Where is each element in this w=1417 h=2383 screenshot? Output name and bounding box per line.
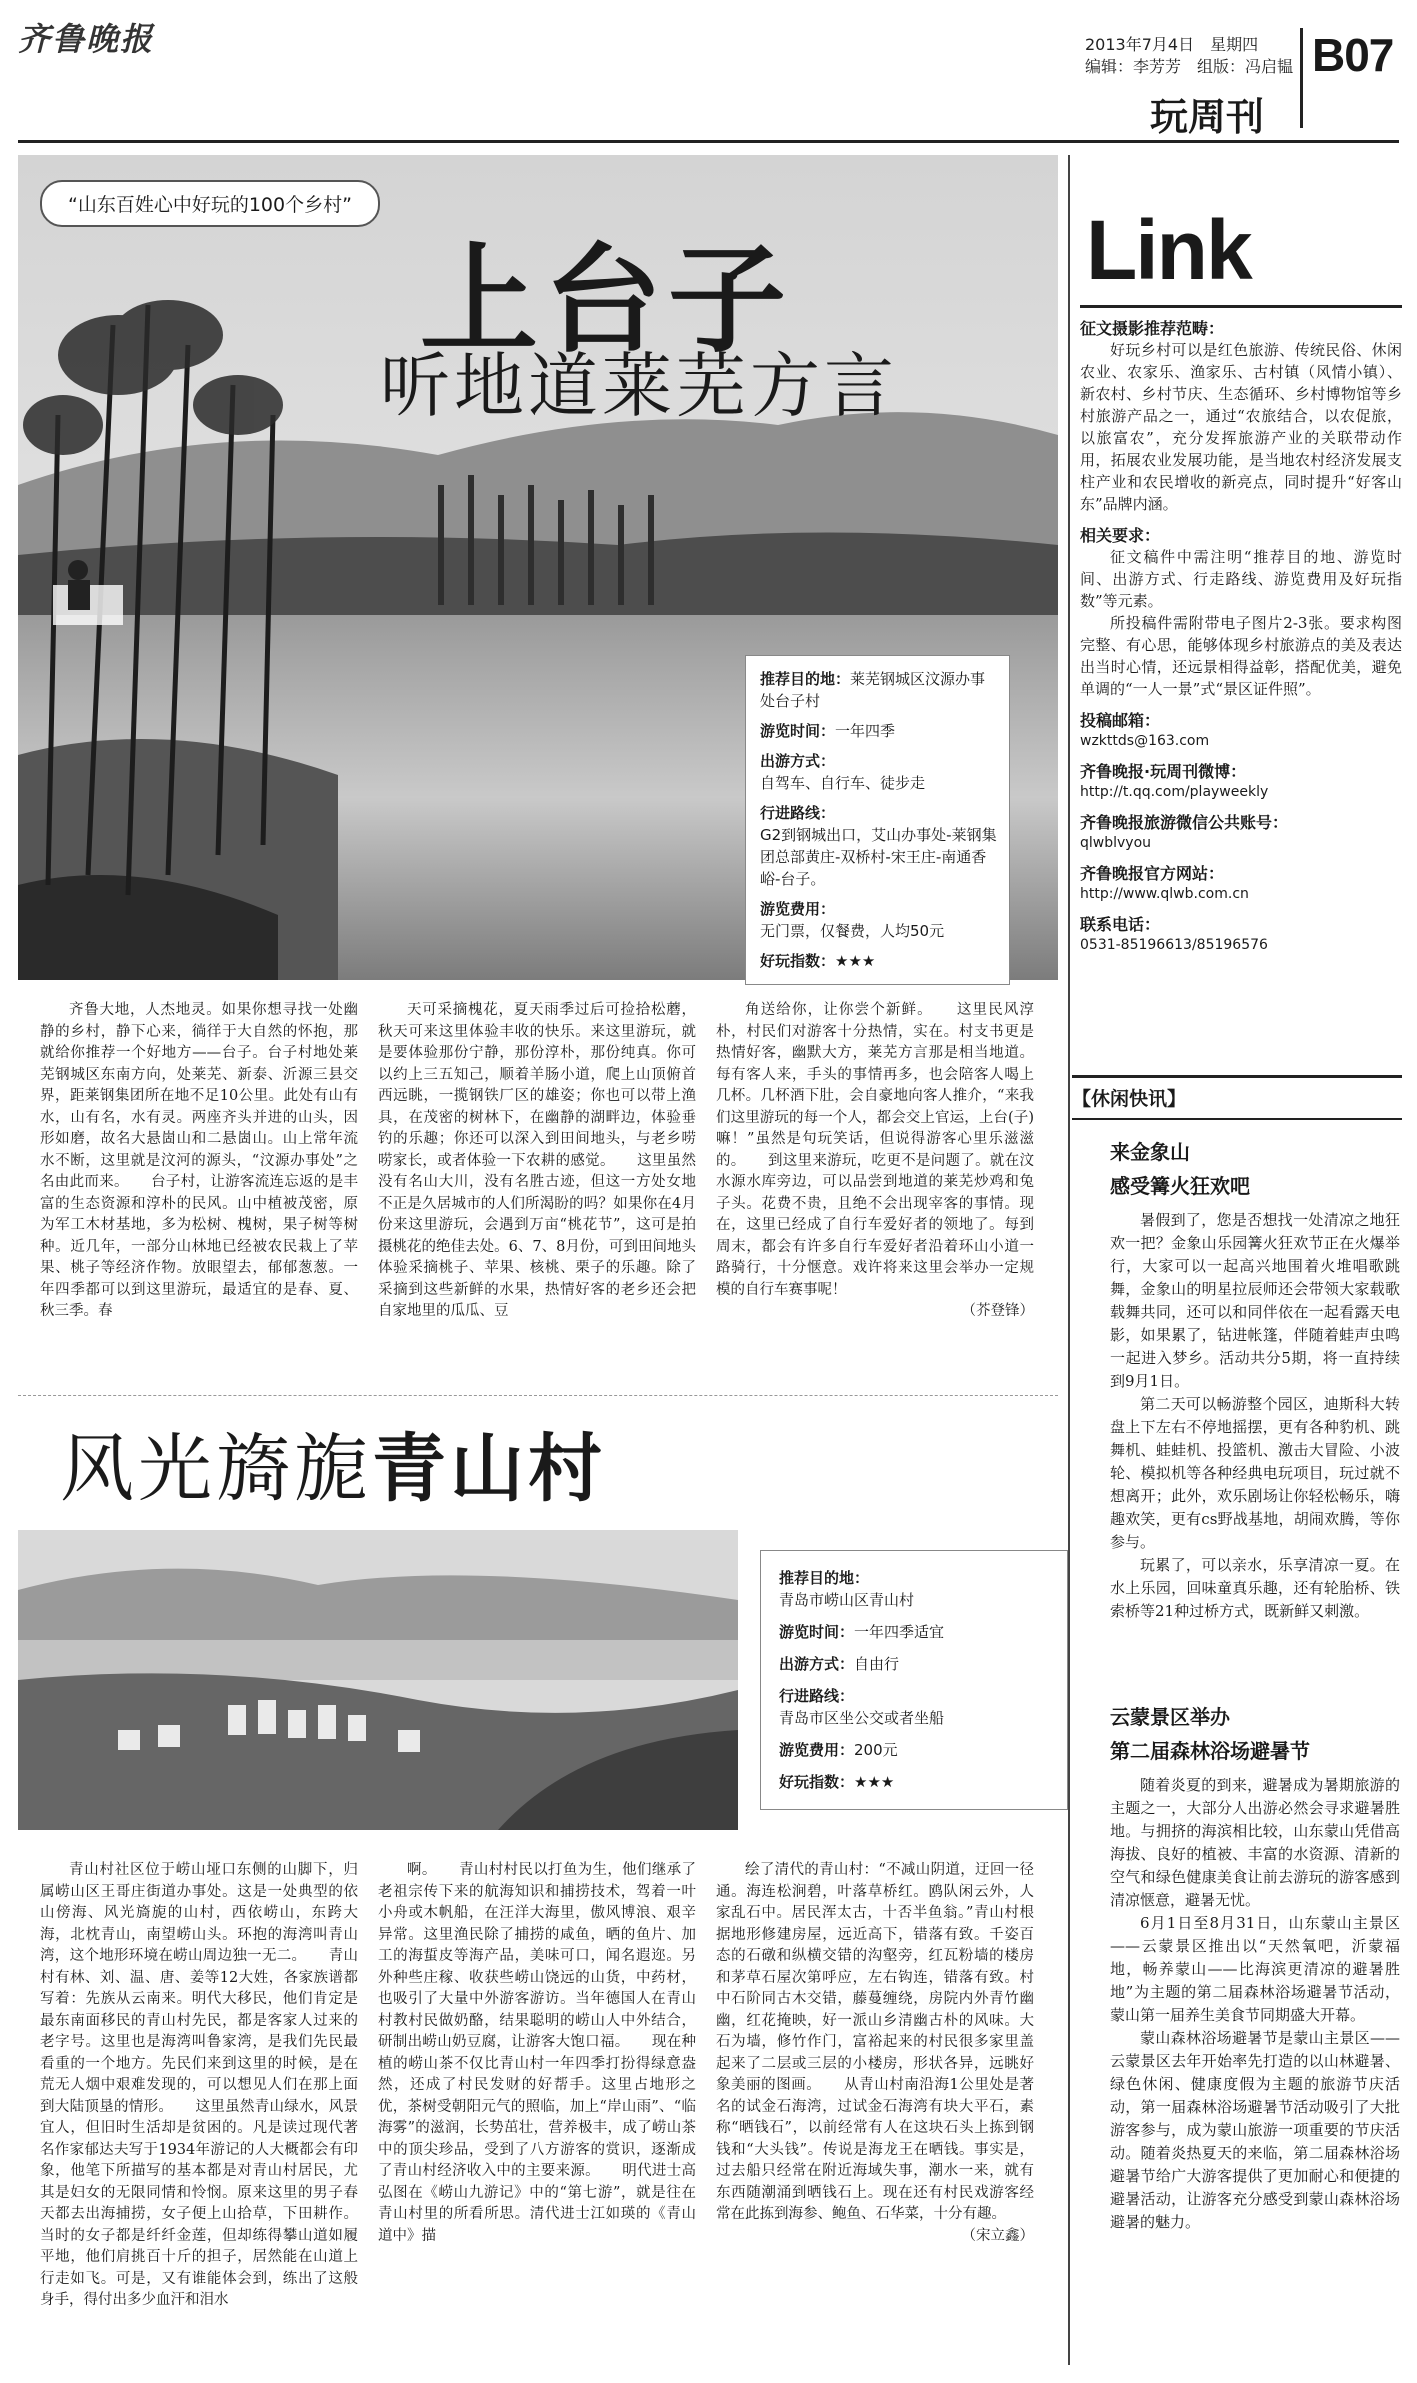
feature2-text-3: 绘了清代的青山村：“不减山阴道，迂回一径通。海连松涧碧，叶落草桥红。鸥队闲云外，人家乱石中。居民浑太古，十否半鱼翁。”青山村根据地形修建房屋，远近高下，错落有致。千姿百态的石礅和纵横交错的沟壑旁，红瓦粉墙的楼房和茅草石屋次第呼应，左右钩连，错落有致。村中石阶同古木交错，藤蔓缠绕，房院内外青竹幽幽，红花掩映，好一派山乡清幽古朴的风味。大石为墙，修竹作门，富裕起来的村民很多家里盖起来了二层或三层的小楼房，形状各异，远眺好象美丽的图画。 从青山村南沿海1公里处是著名的试金石海湾，过试金石海湾有块大平石，素称“晒钱石”，以前经常有人在这块石头上拣到钢钱和“大头钱”。传说是海龙王在晒钱。事实是，过去船只经常在附近海域失事，潮水一来，就有东西随潮涌到晒钱石上。现在还有村民戏游客经常在此拣到海参、鲍鱼、石华菜，十分有趣。 [716,1862,1034,2222]
feature1-title: 上台子 [420,231,793,369]
site-heading: 齐鲁晚报官方网站： [1080,864,1225,883]
news-item-2 [1110,1700,1400,2234]
time-label: 游览时间： [760,722,836,740]
route2-label: 行进路线： [779,1687,855,1705]
mode2-label: 出游方式： [779,1655,855,1673]
dest2-value: 青岛市崂山区青山村 [779,1591,915,1609]
feature2-column-1 [40,1860,358,2312]
info-mode [760,750,997,794]
feature2-info-box [760,1550,1068,1810]
news1-paragraph-1: 暑假到了，您是否想找一处清凉之地狂欢一把？金象山乐园篝火狂欢节正在火爆举行，大家可以一起高兴地围着火堆唱歌跳舞，金象山的明星拉辰师还会带领大家载歌载舞共同，还可以和同伴依在一起看露天电影，如果累了，钻进帐篷，伴随着蛙声虫鸣一起进入梦乡。活动共分5期，将一直持续到9月1日。 [1110,1211,1400,1390]
time2-value: 一年四季适宜 [854,1623,945,1641]
leisure-news-heading: 【休闲快讯】 [1072,1075,1402,1111]
info-rating [760,950,997,972]
header-divider [1300,28,1303,128]
info2-rating [779,1771,1049,1793]
dest2-label: 推荐目的地： [779,1569,870,1587]
email-value: wzkttds@163.com [1080,733,1210,749]
route-value: G2到钢城出口，艾山办事处-莱钢集团总部黄庄-双桥村-宋王庄-南通香峪-台子。 [760,826,997,888]
info2-route [779,1685,1049,1729]
page-number: B07 [1312,29,1394,81]
cost2-value: 200元 [854,1741,898,1759]
requirements-text-1: 征文稿件中需注明“推荐目的地、游览时间、出游方式、行走路线、游览费用及好玩指数”等元素。 [1080,548,1402,610]
masthead-logo: 齐鲁晚报 [18,20,155,58]
feature2-title-b: 青山村 [372,1426,606,1512]
feature2-text-2: 啊。 青山村村民以打鱼为生，他们继承了老祖宗传下来的航海知识和捕捞技术，驾着一叶小舟或木帆船，在汪洋大海里，傲风博浪、艰辛异常。这里渔民除了捕捞的咸鱼，晒的鱼片、加工的海蜇皮等海产品，美味可口，闻名遐迩。另外种些庄稼、收获些崂山饶远的山货，中药材，也吸引了大量中外游客游访。当年德国人在青山村教村民做奶酪，结果聪明的崂山人中外结合，研制出崂山奶豆腐，让游客大饱口福。 现在种植的崂山茶不仅比青山村一年四季打扮得绿意盎然，还成了村民发财的好帮手。这里占地形之优，茶树受朝阳元气的照临，加上“岸山雨”、“临海雾”的滋润，长势茁壮，营养极丰，成了崂山茶中的顶尖珍品，受到了八方游客的赏识，逐渐成了青山村经济收入中的主要来源。 明代进士高弘图在《崂山九游记》中的“第七游”，就是往在青山村里的所看所思。清代进士江如瑛的《青山道中》描 [378,1862,696,2244]
village-photo-art [18,1530,738,1830]
issue-date: 2013年7月4日 星期四 [1085,35,1259,54]
rating2-label: 好玩指数： [779,1773,855,1791]
feature1-text-1: 齐鲁大地，人杰地灵。如果你想寻找一处幽静的乡村，静下心来，徜徉于大自然的怀抱，那就给你推荐一个好地方——台子。台子村地处莱芜钢城区东南方向，处莱芜、新泰、沂源三县交界，距莱钢集团所在地不足10公里。此处有山有水，山有名，水有灵。两座齐头并进的山头，因形如磨，故名大悬崮山和二悬崮山。山上常年流水不断，这里就是汶河的源头，“汶源办事处”之名由此而来。 台子村，让游客流连忘返的是丰富的生态资源和淳朴的民风。山中植被茂密，原为军工木材基地，多为松树、槐树，果子树等树种。近几年，一部分山林地已经被农民栽上了苹果、桃子等经济作物。放眼望去，郁郁葱葱。一年四季都可以到这里游玩，最适宜的是春、夏、秋三季。春 [40,1002,358,1319]
news-item-1 [1110,1135,1400,1623]
leisure-news-rule [1072,1118,1402,1120]
news2-paragraph-1: 随着炎夏的到来，避暑成为暑期旅游的主题之一，大部分人出游必然会寻求避暑胜地。与拥挤的海滨相比较，山东蒙山凭借高海拔、良好的植被、丰富的水资源、清新的空气和绿色健康美食让前去游玩的游客感到清凉惬意，避暑无忧。 [1110,1776,1400,1909]
section-divider [18,1395,1058,1397]
time-value: 一年四季 [835,722,896,740]
rating-stars: ★★★ [835,952,876,970]
news1-paragraph-2: 第二天可以畅游整个园区，迪斯科大转盘上下左右不停地摇摆，更有各种豹机、跳舞机、蛙蛙机、投篮机、激击大冒险、小波轮、模拟机等各种经典电玩项目，玩过就不想离开；此外，欢乐剧场让你轻松畅乐，嗨趣欢笑，更有cs野战基地，胡闹欢腾，等你参与。 [1110,1395,1400,1551]
header-meta [1085,34,1293,78]
editors-line: 编辑：李芳芳 组版：冯启韫 [1085,57,1294,76]
wechat-heading: 齐鲁晚报旅游微信公共账号： [1080,813,1289,832]
rating-label: 好玩指数： [760,952,836,970]
news1-paragraph-3: 玩累了，可以亲水，乐享清凉一夏。在水上乐园，回味童真乐趣，还有轮胎桥、铁索桥等21种过桥方式，既新鲜又刺激。 [1110,1556,1400,1620]
feature1-column-2 [378,1000,696,1323]
info2-time [779,1621,1049,1643]
wechat-value: qlwblvyou [1080,835,1152,851]
feature2-column-2 [378,1860,696,2247]
feature2-title-a: 风光旖旎 [60,1426,372,1512]
section-title: 玩周刊 [1150,95,1265,139]
feature1-text-2: 天可采摘槐花，夏天雨季过后可捡拾松蘑，秋天可来这里体验丰收的快乐。来这里游玩，就是要体验那份宁静，那份淳朴，那份纯真。你可以约上三五知己，顺着羊肠小道，爬上山顶俯首西远眺，一揽钢铁厂区的雄姿；你也可以带上渔具，在茂密的树林下，在幽静的湖畔边，体验垂钓的乐趣；你还可以深入到田间地头，与老乡唠唠家长，或者体验一下农耕的感觉。 这里虽然没有名山大川，没有名胜古迹，但这一方处女地不正是久居城市的人们所渴盼的吗？如果你在4月份来这里游玩，会遇到万亩“桃花节”，这可是拍摄桃花的绝佳去处。6、7、8月份，可到田间地头体验采摘桃子、苹果、核桃、栗子的乐趣。除了采摘到这些新鲜的水果，热情好客的老乡还会把自家地里的瓜瓜、豆 [378,1002,696,1319]
feature1-column-1 [40,1000,358,1323]
dest-value: 莱芜钢城区汶源办事处台子村 [760,670,986,710]
link-title: Link [1086,203,1251,297]
feature1-column-3 [716,1000,1034,1323]
feature2-text-1: 青山村社区位于崂山垭口东侧的山脚下，归属崂山区王哥庄街道办事处。这是一处典型的依山傍海、风光旖旎的山村，西依崂山，东跨大海，北枕青山，南望崂山头。环抱的海湾叫青山湾，这个地形环境在崂山周边独一无二。 青山村有林、刘、温、唐、姜等12大姓，各家族谱都写着：先族从云南来。明代大移民，他们肯定是最东南面移民的青山村先民，都是客家人过来的老字号。这里也是海湾叫鲁家湾，是我们先民最看重的一个地方。先民们来到这里的时候，是在荒无人烟中艰难发现的，可以想见人们在那上面到大陆顶垦的情形。 这里虽然青山绿水，风景宜人，但旧时生活却是贫困的。凡是读过现代著名作家郁达夫写于1934年游记的人大概都会有印象，他笔下所描写的基本都是对青山村居民，尤其是妇女的无限同情和怜悯。原来这里的男子春天都去出海捕捞，女子便上山拾草，下田耕作。当时的女子都是纤纤金莲，但却练得攀山道如履平地，他们肩挑百十斤的担子，居然能在山道上行走如飞。可是，又有谁能体会到，练出了这般身手，得付出多少血汗和泪水 [40,1862,358,2308]
cost-value: 无门票，仅餐费，人均50元 [760,922,945,940]
cost2-label: 游览费用： [779,1741,855,1759]
feature1-text-3: 角送给你，让你尝个新鲜。 这里民风淳朴，村民们对游客十分热情，实在。村支书更是热情好客，幽默大方，莱芜方言那是相当地道。每有客人来，手头的事情再多，也会陪客人喝上几杯。几杯酒下肚，会自豪地向客人推介，“来我们这里游玩的每一个人，都会交上官运，上台(子)嘛！”虽然是句玩笑话，但说得游客心里乐滋滋的。 到这里来游玩，吃更不是问题了。就在汶水源水库旁边，可以品尝到地道的莱芜炒鸡和兔子头。花费不贵，且绝不会出现宰客的事情。现在，这里已经成了自行车爱好者的领地了。每到周末，都会有许多自行车爱好者沿着环山小道一路骑行，十分惬意。戏许将来这里会举办一定规模的自行车赛事呢！ [716,1002,1034,1298]
series-badge: “山东百姓心中好玩的100个乡村” [40,180,380,227]
info-cost [760,898,997,942]
feature1-subtitle: 听地道莱芜方言 [380,345,898,427]
rating2-stars: ★★★ [854,1773,895,1791]
email-heading: 投稿邮箱： [1080,711,1161,730]
news2-paragraph-2: 6月1日至8月31日，山东蒙山主景区——云蒙景区推出以“天然氧吧，沂蒙福地，畅养蒙山——比海滨更清凉的避暑胜地”为主题的第二届森林浴场避暑节活动，蒙山第一届养生美食节同期盛大开幕。 [1110,1914,1400,2024]
mode-value: 自驾车、自行车、徒步走 [760,774,926,792]
weibo-heading: 齐鲁晚报·玩周刊微博： [1080,762,1247,781]
requirements-text-2: 所投稿件需附带电子图片2-3张。要求构图完整、有心思，能够体现乡村旅游点的美及表达出当时心情，还远景相得益彰，搭配优美，避免单调的“一人一景”式“景区证件照”。 [1080,614,1402,698]
info2-destination [779,1567,1049,1611]
news1-headline-1: 来金象山 [1110,1140,1190,1164]
info-route [760,802,997,890]
link-sidebar [1080,205,1402,955]
news1-headline-2: 感受篝火狂欢吧 [1110,1174,1250,1198]
requirements-heading: 相关要求： [1080,526,1161,545]
village-photo [18,1530,738,1830]
link-rule [1080,305,1402,308]
feature1-author: （芥登锋） [961,1303,1034,1319]
news2-headline-2: 第二届森林浴场避暑节 [1110,1739,1310,1763]
mode-label: 出游方式： [760,752,836,770]
dest-label: 推荐目的地： [760,670,851,688]
feature2-column-3 [716,1860,1034,2247]
column-separator [1068,155,1070,2365]
phone-value: 0531-85196613/85196576 [1080,937,1268,953]
info2-mode [779,1653,1049,1675]
feature2-title [60,1410,606,1516]
route-label: 行进路线： [760,804,836,822]
info-destination [760,668,997,712]
feature2-author: （宋立鑫） [961,2227,1034,2244]
top-rule [18,140,1399,143]
cost-label: 游览费用： [760,900,836,918]
news2-headline-1: 云蒙景区举办 [1110,1705,1230,1729]
range-text: 好玩乡村可以是红色旅游、传统民俗、休闲农业、农家乐、渔家乐、古村镇（风情小镇）、新农村、乡村节庆、生态循环、乡村博物馆等乡村旅游产品之一，通过“农旅结合，以农促旅，以旅富农”，充分发挥旅游产业的关联带动作用，拓展农业发展功能，是当地农村经济发展支柱产业和农民增收的新亮点，同时提升“好客山东”品牌内涵。 [1080,341,1402,513]
mode2-value: 自由行 [854,1655,900,1673]
range-heading: 征文摄影推荐范畴： [1080,319,1225,338]
info-time [760,720,997,742]
route2-value: 青岛市区坐公交或者坐船 [779,1709,945,1727]
weibo-value: http://t.qq.com/playweekly [1080,784,1269,800]
site-value: http://www.qlwb.com.cn [1080,886,1249,902]
phone-heading: 联系电话： [1080,915,1161,934]
feature1-info-box [745,655,1010,985]
info2-cost [779,1739,1049,1761]
news2-paragraph-3: 蒙山森林浴场避暑节是蒙山主景区——云蒙景区去年开始率先打造的以山林避暑、绿色休闲、健康度假为主题的旅游节庆活动，第一届森林浴场避暑节活动吸引了大批游客参与，成为蒙山旅游一项重要的节庆活动。随着炎热夏天的来临，第二届森林浴场避暑节给广大游客提供了更加耐心和便捷的避暑活动，让游客充分感受到蒙山森林浴场避暑的魅力。 [1110,2029,1400,2231]
time2-label: 游览时间： [779,1623,855,1641]
